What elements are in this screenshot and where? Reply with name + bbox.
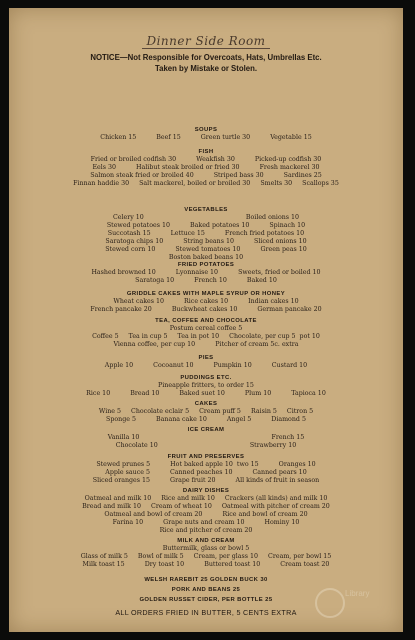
menu-line: Milk toast 15 Dry toast 10 Buttered toast 10 Cream toast 20 bbox=[82, 561, 330, 568]
library-watermark bbox=[315, 582, 395, 622]
menu-line: Saratoga 10 French 10 Baked 10 bbox=[135, 277, 277, 284]
menu-line: Sponge 5 Banana cake 10 Angel 5 Diamond 5 bbox=[106, 416, 306, 423]
menu-line: Finnan haddie 30 Salt mackerel, boiled or broiled 30 Smelts 30 Scallops 35 bbox=[73, 180, 339, 187]
section-heading: FRIED POTATOES bbox=[177, 262, 235, 268]
notice-line: NOTICE—Not Responsible for Overcoats, Hats, Umbrellas Etc. bbox=[90, 53, 322, 62]
menu-line: Oatmeal and bowl of cream 20 Rice and bowl of cream 20 bbox=[104, 511, 308, 518]
menu-line: Saratoga chips 10 String beans 10 Sliced onions 10 bbox=[105, 238, 307, 245]
menu-line: Postum cereal coffee 5 bbox=[169, 325, 243, 332]
section-heading: CAKES bbox=[194, 401, 218, 407]
watermark-text: Library bbox=[345, 589, 370, 598]
cider-line: GOLDEN RUSSET CIDER, PER BOTTLE 25 bbox=[139, 597, 273, 603]
menu-line: French pancake 20 Buckwheat cakes 10 German pancake 20 bbox=[90, 306, 322, 313]
watermark-logo-icon bbox=[315, 588, 345, 618]
menu-line: Vanilla 10 French 15 bbox=[107, 434, 305, 441]
menu-line: Bread and milk 10 Cream of wheat 10 Oatmeal with pitcher of cream 20 bbox=[82, 503, 330, 510]
menu-line: Buttermilk, glass or bowl 5 bbox=[162, 545, 250, 552]
section-heading: TEA, COFFEE AND CHOCOLATE bbox=[155, 318, 257, 324]
handwritten-title-text: Dinner Side Room bbox=[142, 34, 269, 49]
pork-and-beans-line: PORK AND BEANS 25 bbox=[171, 587, 241, 593]
menu-line: Fried or broiled codfish 30 Weakfish 30 Picked-up codfish 30 bbox=[90, 156, 322, 163]
menu-line: Stewed potatoes 10 Baked potatoes 10 Spinach 10 bbox=[106, 222, 306, 229]
section-heading: SOUPS bbox=[194, 127, 218, 133]
section-heading: GRIDDLE CAKES WITH MAPLE SYRUP OR HONEY bbox=[126, 291, 286, 297]
menu-line: Salmon steak fried or broiled 40 Striped bass 30 Sardines 25 bbox=[90, 172, 322, 179]
menu-line: Chocolate 10 Strawberry 10 bbox=[115, 442, 297, 449]
section-heading: MILK AND CREAM bbox=[177, 538, 235, 544]
notice bbox=[9, 52, 403, 74]
menu-line: Stewed corn 10 Stewed tomatoes 10 Green peas 10 bbox=[105, 246, 307, 253]
menu-line: Hashed browned 10 Lyonnaise 10 Sweets, fried or boiled 10 bbox=[91, 269, 321, 276]
menu-line: Stewed prunes 5 Hot baked apple 10 two 15 Oranges 10 bbox=[96, 461, 316, 468]
menu-line: Pineapple fritters, to order 15 bbox=[158, 382, 254, 389]
section-heading: DAIRY DISHES bbox=[182, 488, 230, 494]
menu-line: Wine 5 Chocolate eclair 5 Cream puff 5 Raisin 5 Citron 5 bbox=[98, 408, 314, 415]
final-notice: ALL ORDERS FRIED IN BUTTER, 5 CENTS EXTRA bbox=[115, 608, 297, 617]
section-heading: PIES bbox=[198, 355, 214, 361]
notice-line: Taken by Mistake or Stolen. bbox=[154, 64, 258, 73]
menu-line: Farina 10 Grape nuts and cream 10 Hominy 10 bbox=[112, 519, 300, 526]
menu-line: Vienna coffee, per cup 10 Pitcher of cream 5c. extra bbox=[113, 341, 299, 348]
menu-line: Glass of milk 5 Bowl of milk 5 Cream, per glass 10 Cream, per bowl 15 bbox=[80, 553, 332, 560]
menu-line: Chicken 15 Beef 15 Green turtle 30 Vegetable 15 bbox=[100, 134, 312, 141]
menu-line: Oatmeal and milk 10 Rice and milk 10 Crackers (all kinds) and milk 10 bbox=[84, 495, 328, 502]
menu-line: Rice and pitcher of cream 20 bbox=[159, 527, 253, 534]
welsh-rarebit-line: WELSH RAREBIT 25 GOLDEN BUCK 30 bbox=[144, 577, 268, 583]
menu-line: Succotash 15 Lettuce 15 French fried potatoes 10 bbox=[107, 230, 305, 237]
menu-line: Apple 10 Cocoanut 10 Pumpkin 10 Custard 10 bbox=[104, 362, 308, 369]
menu-line: Rice 10 Bread 10 Baked suet 10 Plum 10 Tapioca 10 bbox=[86, 390, 326, 397]
handwritten-title bbox=[9, 34, 403, 48]
section-heading: ICE CREAM bbox=[187, 427, 225, 433]
section-heading: FRUIT AND PRESERVES bbox=[167, 454, 245, 460]
menu-line: Boston baked beans 10 bbox=[168, 254, 244, 261]
menu-line: Celery 10 Boiled onions 10 bbox=[112, 214, 300, 221]
menu-line: Wheat cakes 10 Rice cakes 10 Indian cakes 10 bbox=[113, 298, 299, 305]
section-heading: PUDDINGS ETC. bbox=[180, 375, 232, 381]
menu-line: Coffee 5 Tea in cup 5 Tea in pot 10 Chocolate, per cup 5 pot 10 bbox=[92, 333, 320, 340]
menu-line: Sliced oranges 15 Grape fruit 20 All kinds of fruit in season bbox=[92, 477, 320, 484]
section-heading: FISH bbox=[198, 149, 214, 155]
menu-line: Eels 30 Halibut steak broiled or fried 30 Fresh mackerel 30 bbox=[92, 164, 320, 171]
section-heading: VEGETABLES bbox=[184, 207, 228, 213]
menu-page bbox=[9, 8, 403, 632]
menu-line: Apple sauce 5 Canned peaches 10 Canned pears 10 bbox=[105, 469, 307, 476]
